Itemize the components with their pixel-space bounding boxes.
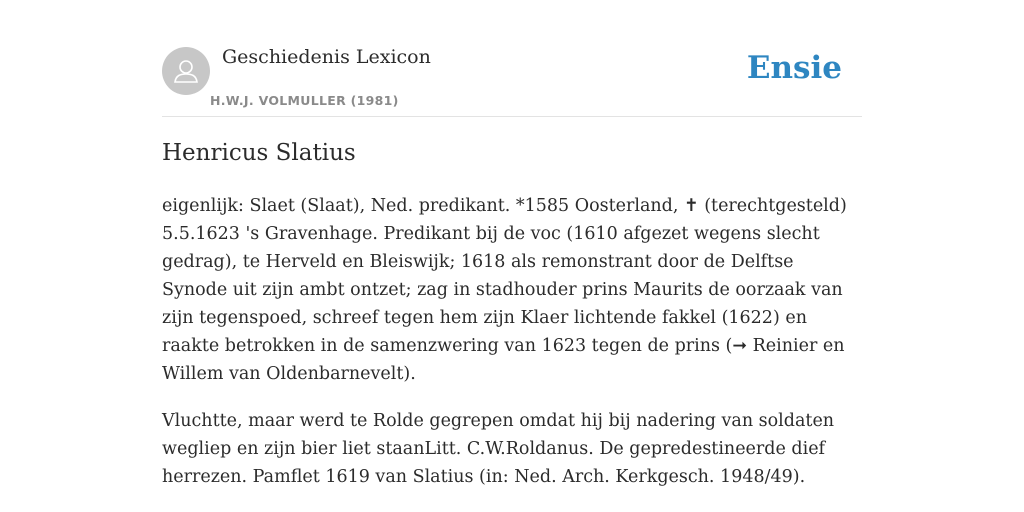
source-author[interactable]: H.W.J. VOLMULLER (1981)	[210, 93, 399, 108]
brand-logo[interactable]: Ensie	[746, 50, 842, 86]
avatar[interactable]	[162, 47, 210, 95]
article-header	[162, 0, 862, 117]
user-icon	[171, 56, 201, 86]
paragraph: eigenlijk: Slaet (Slaat), Ned. predikant. *1585 Oosterland, ✝ (terechtgesteld) 5.5.1623 's Gravenhage. Predikant bij de voc (1610 afgezet wegens slecht gedrag), te Herveld en Bleiswijk; 1618 als remonstrant door de Delftse Synode uit zijn ambt ontzet; zag in stadhouder prins Maurits de oorzaak van zijn tegenspoed, schreef tegen hem zijn Klaer lichtende fakkel (1622) en raakte betrokken in de samenzwering van 1623 tegen de prins (➞ Reinier en Willem van Oldenbarnevelt).	[162, 196, 847, 384]
article-page	[162, 0, 862, 487]
page-title: Henricus Slatius	[162, 140, 356, 166]
article-body	[162, 192, 862, 510]
paragraph: Vluchtte, maar werd te Rolde gegrepen omdat hij bij nadering van soldaten wegliep en zijn bier liet staanLitt. C.W.Roldanus. De gepredestineerde dief herrezen. Pamflet 1619 van Slatius (in: Ned. Arch. Kerkgesch. 1948/49).	[162, 411, 835, 487]
source-title[interactable]: Geschiedenis Lexicon	[222, 46, 431, 68]
